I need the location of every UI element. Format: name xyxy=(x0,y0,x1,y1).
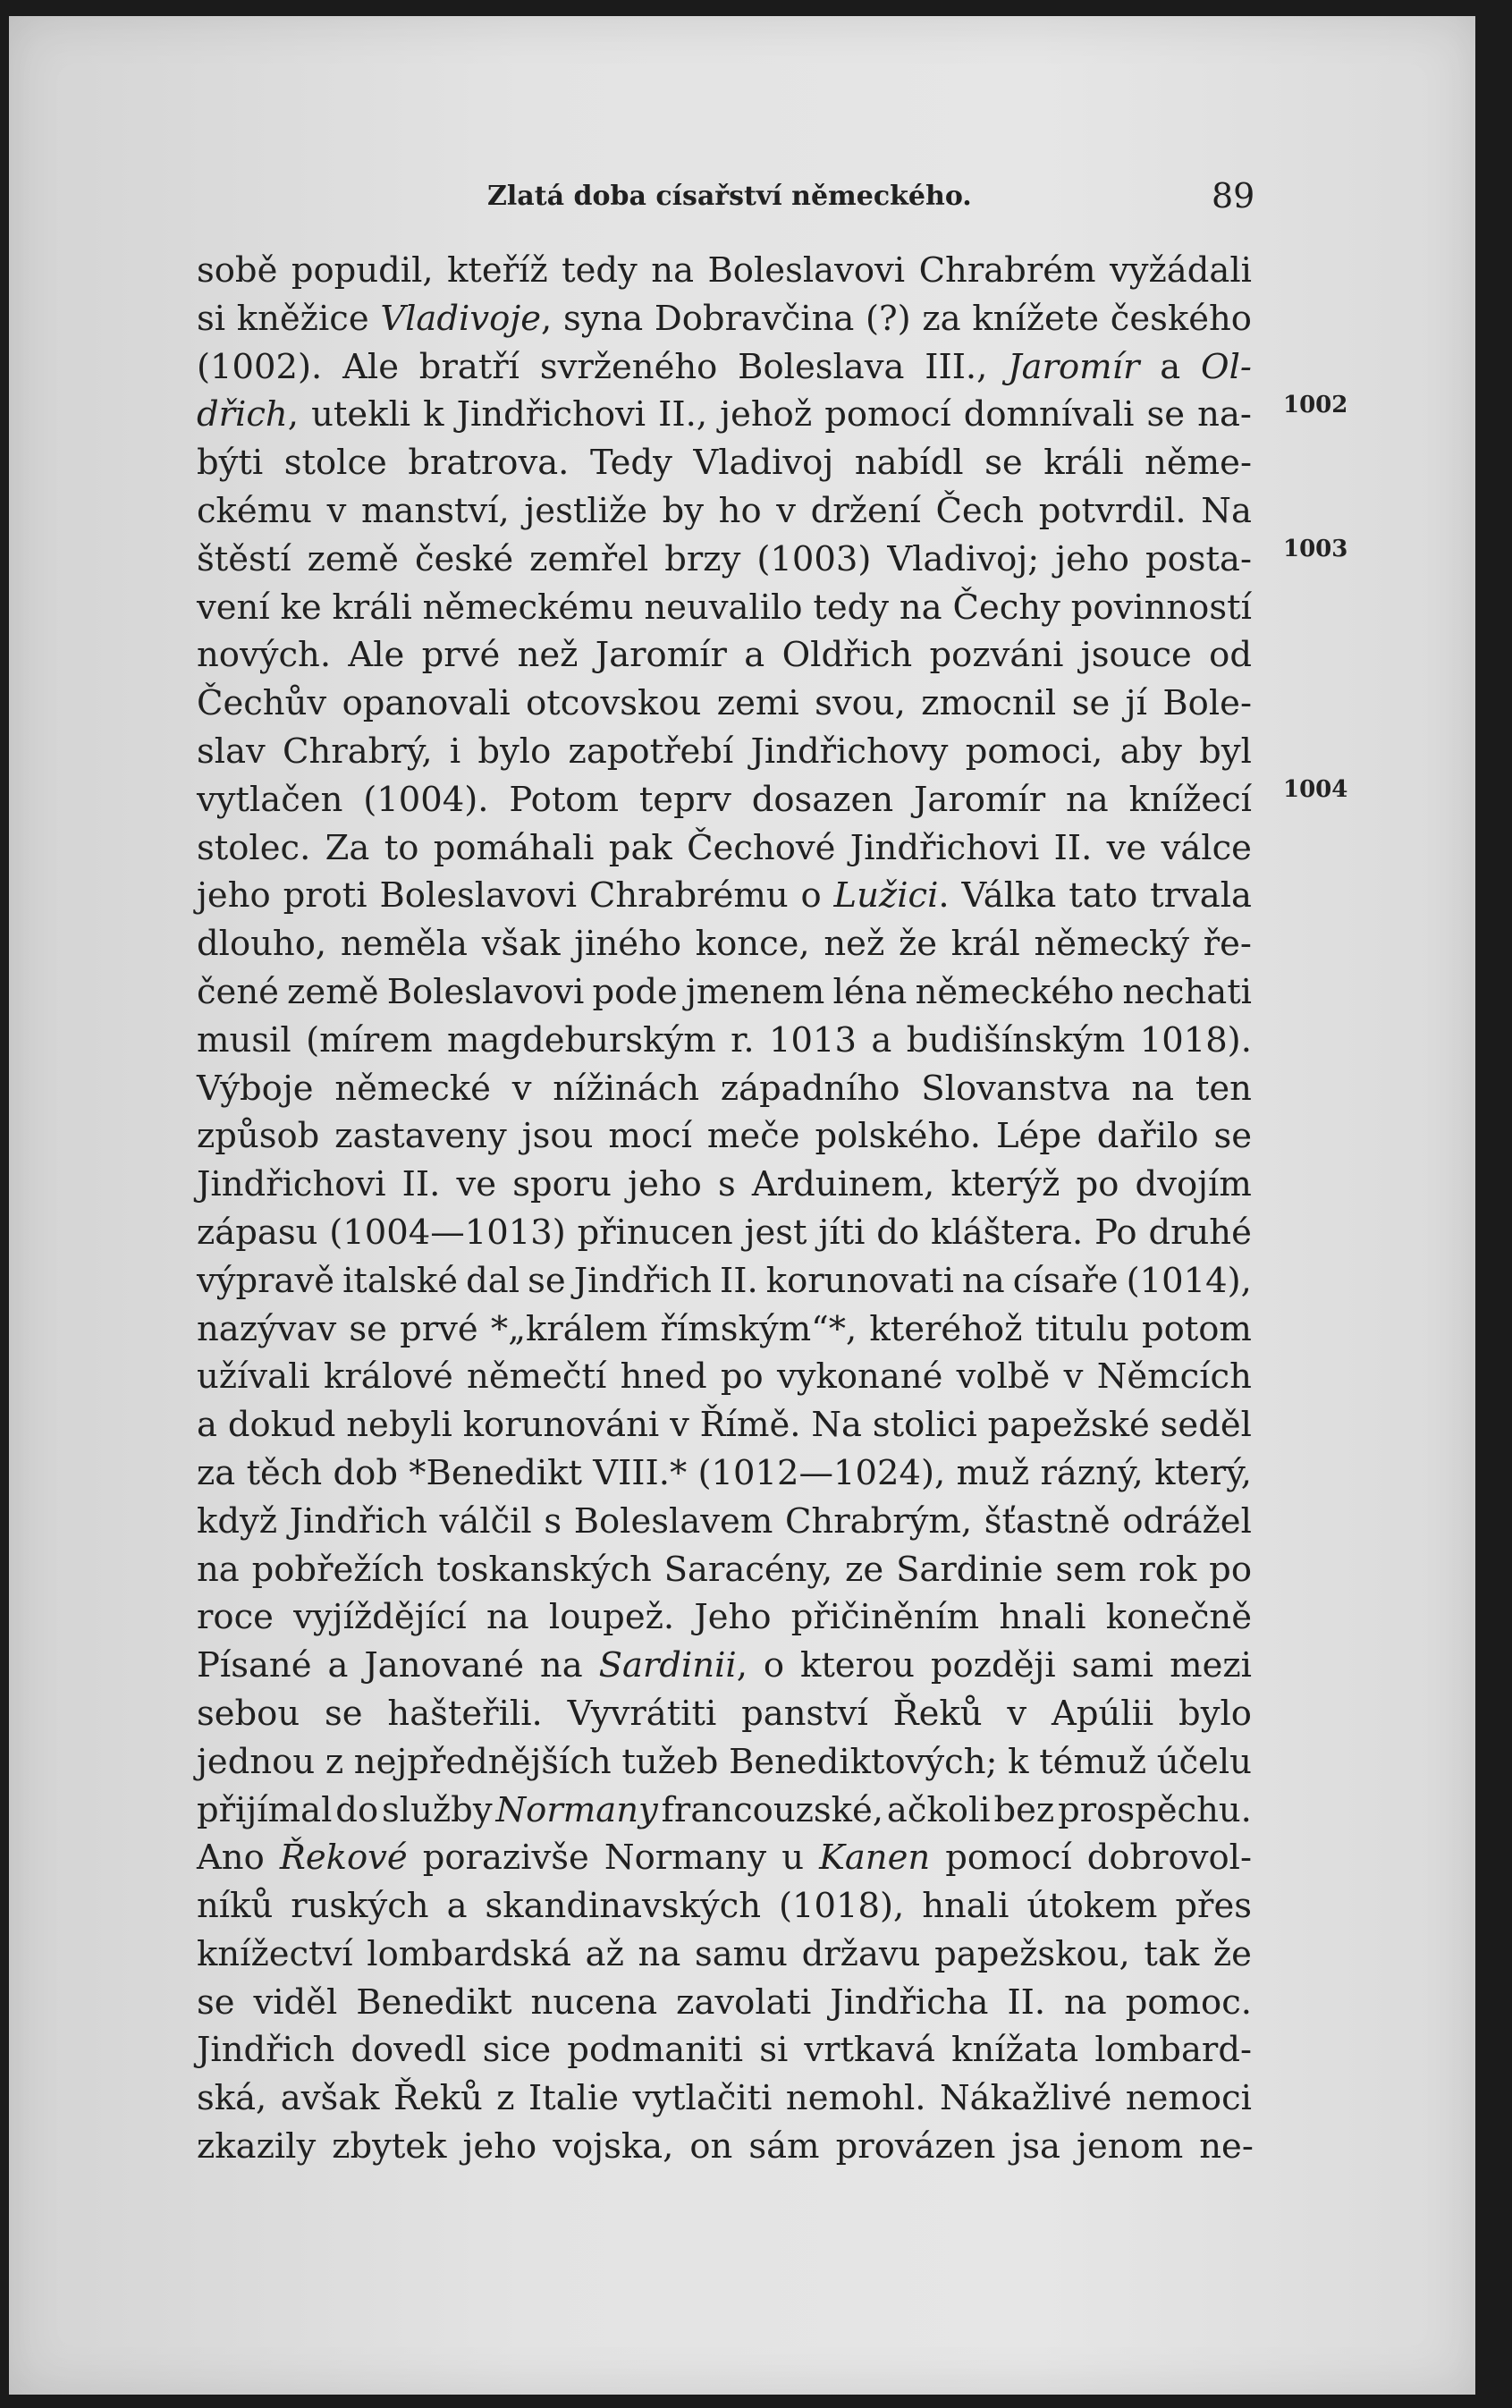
book-page xyxy=(9,16,1475,2395)
text-line: vení ke králi německému neuvalilo tedy na Čechy povinností xyxy=(197,587,1252,628)
text-line: a dokud nebyli korunováni v Římě. Na stolici papežské seděl xyxy=(197,1405,1252,1446)
margin-year-1004: 1004 xyxy=(1283,776,1348,803)
text-line: zkazily zbytek jeho vojska, on sám provázen jsa jenom ne- xyxy=(197,2126,1254,2167)
text-line: sebou se hašteřili. Vyvrátiti panství Řeků v Apúlii bylo xyxy=(197,1693,1252,1734)
text-line: dlouho, neměla však jiného konce, než že král německý ře- xyxy=(197,924,1252,965)
text-line: štěstí země české zemřel brzy (1003) Vladivoj; jeho posta- xyxy=(197,538,1252,579)
text-line: jednou z nejpřednějších tužeb Benediktových; k témuž účelu xyxy=(197,1741,1252,1782)
page-number: 89 xyxy=(1212,176,1255,215)
text-line: přijímal do služby Normany francouzské, ačkoli bez prospěchu. xyxy=(197,1789,1252,1830)
text-line: nových. Ale prvé než Jaromír a Oldřich pozváni jsouce od xyxy=(197,635,1252,676)
text-line: Výboje německé v nížinách západního Slovanstva na ten xyxy=(197,1068,1252,1109)
text-line: roce vyjíždějící na loupež. Jeho přičiněním hnali konečně xyxy=(197,1597,1252,1638)
text-line: sobě popudil, kteříž tedy na Boleslavovi Chrabrém vyžádali xyxy=(197,250,1252,291)
text-line: užívali králové němečtí hned po vykonané volbě v Němcích xyxy=(197,1356,1252,1398)
running-title: Zlatá doba císařství německého. xyxy=(487,181,972,212)
text-line: Ano Řekové porazivše Normany u Kanen pomocí dobrovol- xyxy=(197,1838,1252,1879)
text-line: Čechův opanovali otcovskou zemi svou, zmocnil se jí Bole- xyxy=(197,683,1252,724)
text-line: ská, avšak Řeků z Italie vytlačiti nemohl. Nákažlivé nemoci xyxy=(197,2078,1252,2119)
text-line: knížectví lombardská až na samu državu papežskou, tak že xyxy=(197,1933,1252,1974)
text-line: zápasu (1004—1013) přinucen jest jíti do kláštera. Po druhé xyxy=(197,1212,1252,1253)
body-text xyxy=(197,247,1252,2171)
text-line: se viděl Benedikt nucena zavolati Jindřicha II. na pomoc. xyxy=(197,1981,1252,2023)
text-line: dřich, utekli k Jindřichovi II., jehož pomocí domnívali se na- xyxy=(197,394,1252,435)
text-line: Písané a Janované na Sardinii, o kterou později sami mezi xyxy=(197,1645,1252,1686)
text-line: čené země Boleslavovi pode jmenem léna německého nechati xyxy=(197,971,1252,1012)
text-line: níků ruských a skandinavských (1018), hnali útokem přes xyxy=(197,1886,1252,1927)
margin-year-1002: 1002 xyxy=(1283,392,1348,418)
text-line: slav Chrabrý, i bylo zapotřebí Jindřichovy pomoci, aby byl xyxy=(197,731,1252,772)
text-line: Jindřichovi II. ve sporu jeho s Arduinem, kterýž po dvojím xyxy=(197,1164,1252,1205)
text-line: ckému v manství, jestliže by ho v držení Čech potvrdil. Na xyxy=(197,490,1252,531)
text-line: býti stolce bratrova. Tedy Vladivoj nabídl se králi něme- xyxy=(197,443,1252,484)
text-line: výpravě italské dal se Jindřich II. korunovati na císaře (1014), xyxy=(197,1260,1252,1301)
text-line: nazývav se prvé *„králem římským“*, kteréhož titulu potom xyxy=(197,1308,1252,1349)
text-line: na pobřežích toskanských Saracény, ze Sardinie sem rok po xyxy=(197,1549,1252,1590)
text-line: musil (mírem magdeburským r. 1013 a budišínským 1018). xyxy=(197,1019,1252,1060)
text-line: stolec. Za to pomáhali pak Čechové Jindřichovi II. ve válce xyxy=(197,827,1252,868)
text-line: Jindřich dovedl sice podmaniti si vrtkavá knížata lombard- xyxy=(197,2030,1252,2071)
text-line: jeho proti Boleslavovi Chrabrému o Lužici. Válka tato trvala xyxy=(197,875,1252,917)
text-line: když Jindřich válčil s Boleslavem Chrabrým, šťastně odrážel xyxy=(197,1500,1252,1542)
text-line: (1002). Ale bratří svrženého Boleslava III., Jaromír a Ol- xyxy=(197,346,1252,387)
text-line: si kněžice Vladivoje, syna Dobravčina (?) za knížete českého xyxy=(197,298,1252,339)
text-line: vytlačen (1004). Potom teprv dosazen Jaromír na knížecí xyxy=(197,779,1252,820)
margin-year-1003: 1003 xyxy=(1283,536,1348,562)
text-line: způsob zastaveny jsou mocí meče polského. Lépe dařilo se xyxy=(197,1116,1252,1157)
text-line: za těch dob *Benedikt VIII.* (1012—1024), muž rázný, který, xyxy=(197,1452,1252,1493)
